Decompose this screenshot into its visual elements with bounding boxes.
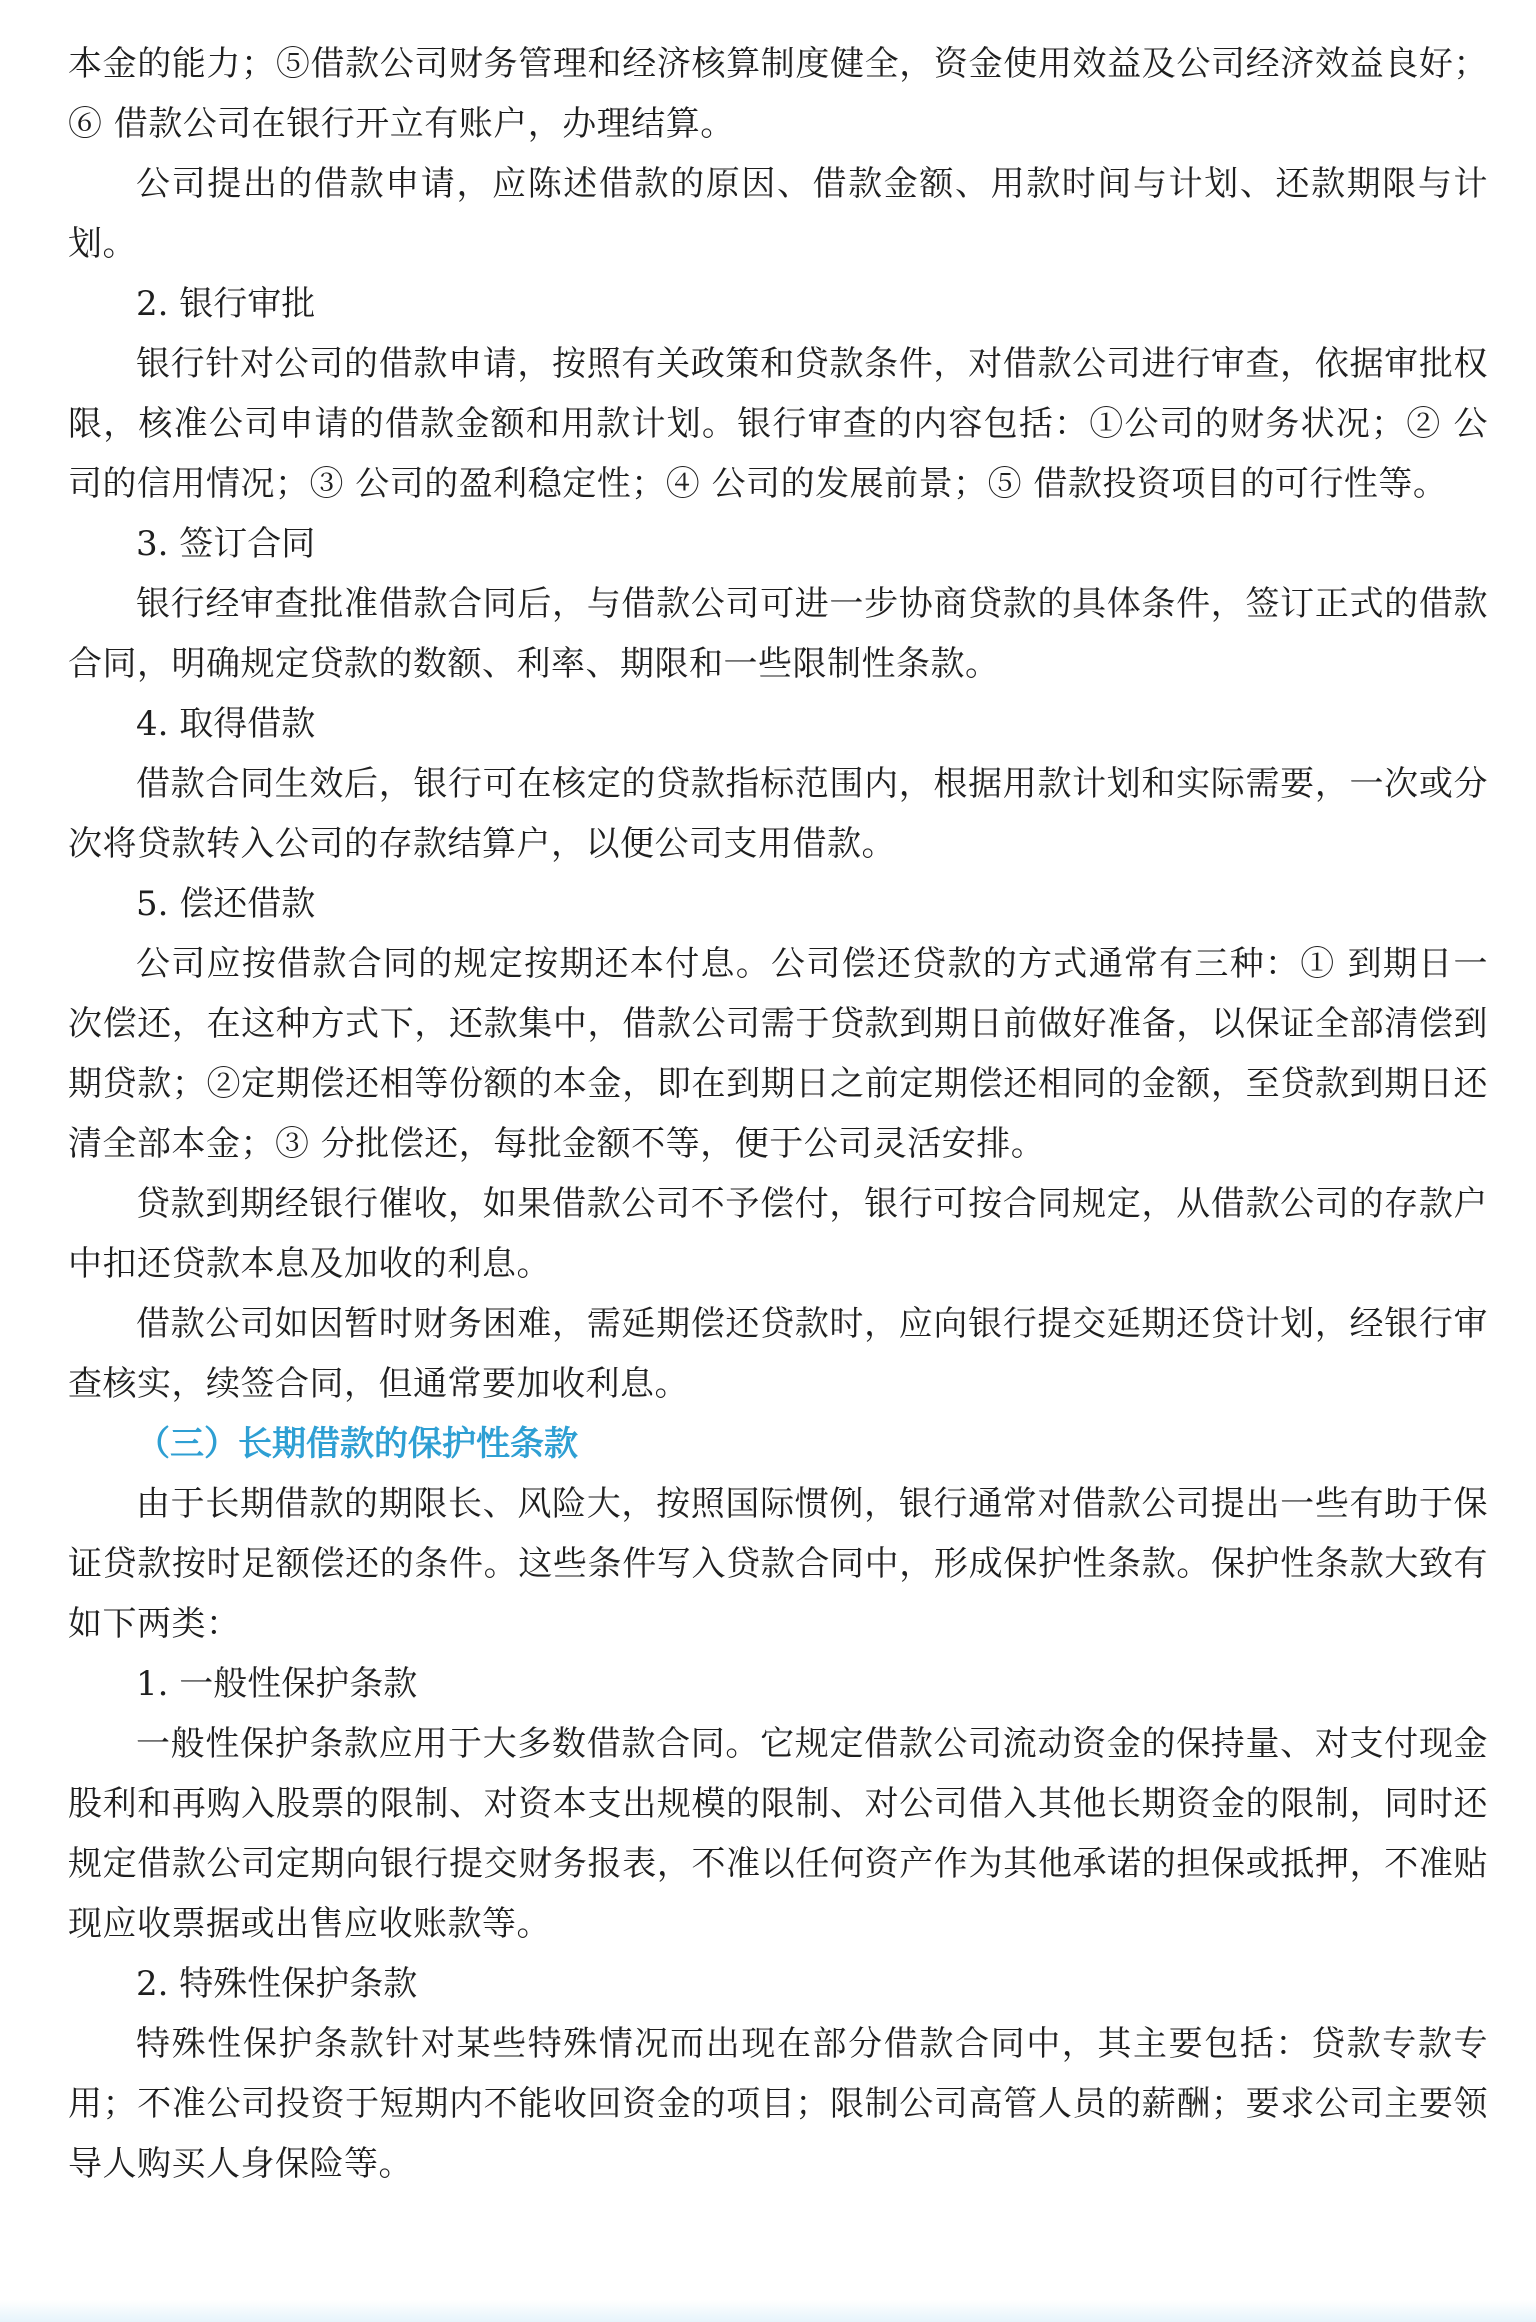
paragraph: 一般性保护条款应用于大多数借款合同。它规定借款公司流动资金的保持量、对支付现金股利和再购入股票的限制、对资本支出规模的限制、对公司借入其他长期资金的限制，同时还规定借款公司定期向银行提交财务报表，不准以任何资产作为其他承诺的担保或抵押，不准贴现应收票据或出售应收账款等。 [68,1724,1488,1944]
paragraph: 借款公司如因暂时财务困难，需延期偿还贷款时，应向银行提交延期还贷计划，经银行审查核实，续签合同，但通常要加收利息。 [68,1304,1488,1404]
document-page [68,34,1488,2194]
paragraph: 特殊性保护条款针对某些特殊情况而出现在部分借款合同中，其主要包括：贷款专款专用；不准公司投资于短期内不能收回资金的项目；限制公司高管人员的薪酬；要求公司主要领导人购买人身保险等。 [68,2024,1488,2184]
paragraph: 银行经审查批准借款合同后，与借款公司可进一步协商贷款的具体条件，签订正式的借款合同，明确规定贷款的数额、利率、期限和一些限制性条款。 [68,584,1488,684]
paragraph: 贷款到期经银行催收，如果借款公司不予偿付，银行可按合同规定，从借款公司的存款户中扣还贷款本息及加收的利息。 [68,1184,1488,1284]
section-heading: （三）长期借款的保护性条款 [136,1424,578,1464]
paragraph: 公司应按借款合同的规定按期还本付息。公司偿还贷款的方式通常有三种：① 到期日一次偿还，在这种方式下，还款集中，借款公司需于贷款到期日前做好准备，以保证全部清偿到期贷款；②定期偿还相等份额的本金，即在到期日之前定期偿还相同的金额，至贷款到期日还清全部本金；③ 分批偿还，每批金额不等，便于公司灵活安排。 [68,944,1488,1164]
subheading: 2. 银行审批 [136,284,316,324]
subheading: 2. 特殊性保护条款 [136,1964,418,2004]
page-bottom-band [0,2300,1536,2322]
subheading: 3. 签订合同 [136,524,316,564]
paragraph: 本金的能力；⑤借款公司财务管理和经济核算制度健全，资金使用效益及公司经济效益良好；⑥ 借款公司在银行开立有账户，办理结算。 [68,44,1488,144]
subheading: 4. 取得借款 [136,704,316,744]
paragraph: 银行针对公司的借款申请，按照有关政策和贷款条件，对借款公司进行审查，依据审批权限，核准公司申请的借款金额和用款计划。银行审查的内容包括：①公司的财务状况；② 公司的信用情况；③ 公司的盈利稳定性；④ 公司的发展前景；⑤ 借款投资项目的可行性等。 [68,344,1488,504]
subheading: 5. 偿还借款 [136,884,316,924]
paragraph: 由于长期借款的期限长、风险大，按照国际惯例，银行通常对借款公司提出一些有助于保证贷款按时足额偿还的条件。这些条件写入贷款合同中，形成保护性条款。保护性条款大致有如下两类： [68,1484,1488,1644]
paragraph: 借款合同生效后，银行可在核定的贷款指标范围内，根据用款计划和实际需要，一次或分次将贷款转入公司的存款结算户，以便公司支用借款。 [68,764,1488,864]
subheading: 1. 一般性保护条款 [136,1664,418,1704]
paragraph: 公司提出的借款申请，应陈述借款的原因、借款金额、用款时间与计划、还款期限与计划。 [68,164,1488,264]
